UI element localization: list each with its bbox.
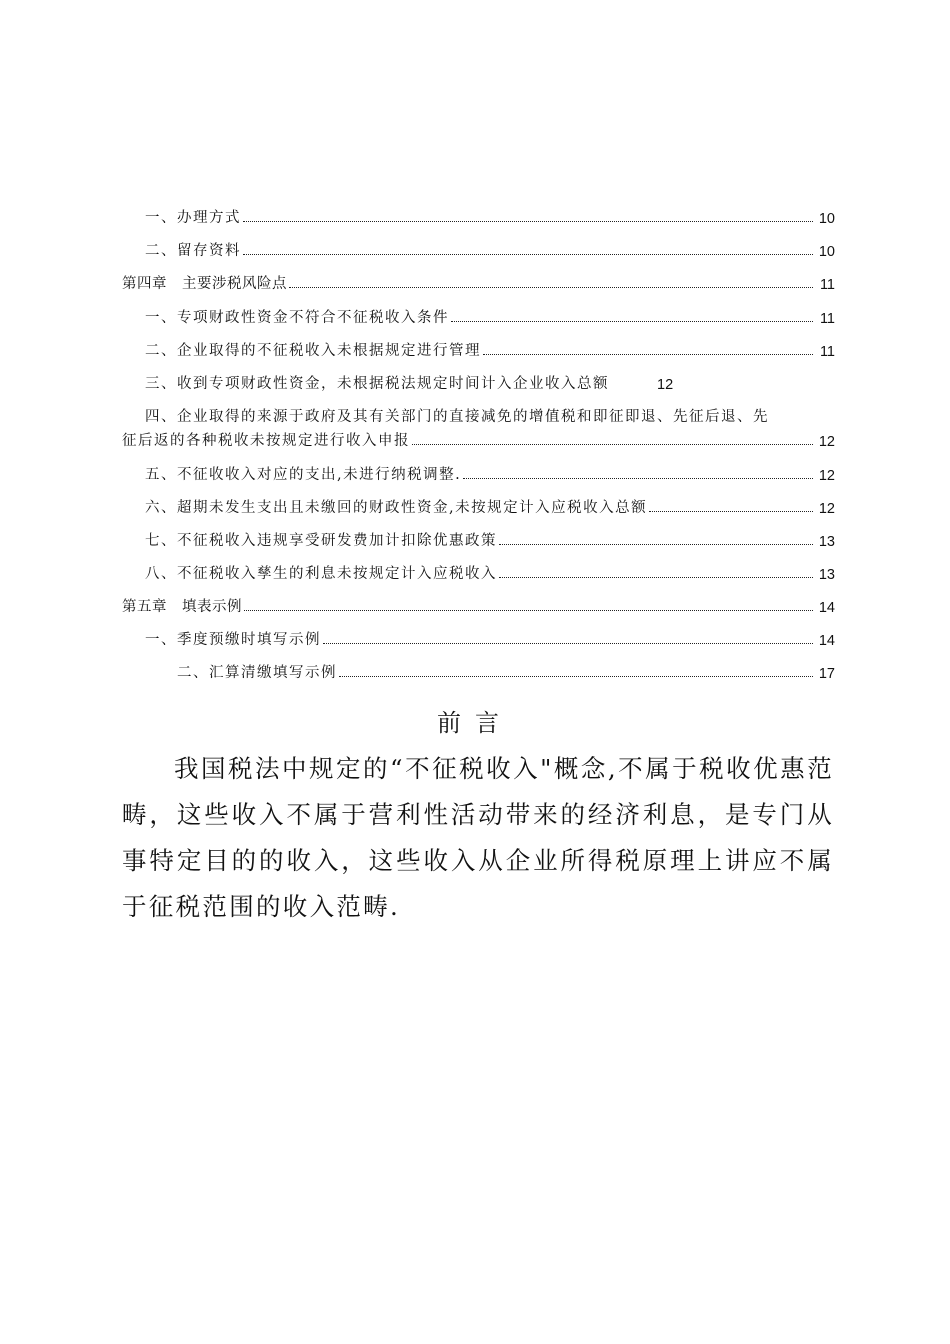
toc-entry[interactable] [145,625,835,649]
toc-entry[interactable] [145,369,673,393]
toc-entry-title-line1: 四、企业取得的来源于政府及其有关部门的直接减免的增值税和即征即退、先征后退、先 [145,409,769,425]
toc-entry-title: 一、专项财政性资金不符合不征税收入条件 [145,310,449,326]
toc-entry-title: 一、办理方式 [145,210,241,226]
toc-entry-title: 第五章 填表示例 [122,599,242,615]
toc-entry[interactable] [145,559,835,583]
toc-entry-page: 11 [819,344,835,360]
toc-entry[interactable] [145,236,835,260]
toc-entry-page: 12 [818,468,835,484]
toc-entry[interactable] [122,426,835,450]
toc-entry[interactable] [177,658,835,682]
toc-leader [412,444,813,445]
toc-chapter-entry[interactable] [122,592,835,616]
toc-entry-page: 14 [818,600,835,616]
toc-entry-title: 六、超期未发生支出且未缴回的财政性资金,未按规定计入应税收入总额 [145,500,648,516]
toc-entry-page: 17 [818,666,835,682]
toc-entry-page: 11 [819,277,835,293]
toc-leader [499,544,813,545]
toc-leader [499,577,813,578]
toc-entry-page: 10 [818,244,835,260]
preface-paragraph: 我国税法中规定的“不征税收入"概念,不属于税收优惠范畴，这些收入不属于营利性活动带来的经济利息，是专门从事特定目的的收入，这些收入从企业所得税原理上讲应不属于征税范围的收入范畴. [122,754,834,921]
toc-leader [289,287,813,288]
toc-entry-title: 二、汇算清缴填写示例 [177,665,337,681]
toc-leader [649,511,813,512]
toc-entry[interactable] [145,203,835,227]
toc-entry[interactable] [145,336,835,360]
toc-entry-page: 13 [818,567,835,583]
toc-entry[interactable] [145,460,835,484]
toc-chapter-entry[interactable] [122,269,835,293]
toc-entry-page: 11 [819,311,835,327]
toc-entry-page: 10 [818,211,835,227]
toc-leader [323,643,813,644]
toc-leader [483,354,813,355]
toc-entry-page: 12 [657,377,674,393]
toc-entry-title: 五、不征收收入对应的支出,未进行纳税调整. [145,467,462,483]
toc-leader [463,478,813,479]
toc-entry[interactable] [145,526,835,550]
toc-entry-title: 八、不征税收入孳生的利息未按规定计入应税收入 [145,566,497,582]
toc-entry-title: 二、企业取得的不征税收入未根据规定进行管理 [145,343,481,359]
toc-leader [243,254,813,255]
toc-entry-title: 一、季度预缴时填写示例 [145,632,321,648]
toc-leader [451,321,813,322]
toc-entry-title: 三、收到专项财政性资金，未根据税法规定时间计入企业收入总额 [145,376,609,392]
toc-entry-title: 征后返的各种税收未按规定进行收入申报 [122,433,410,449]
toc-entry-page: 13 [818,534,835,550]
toc-entry-page: 12 [818,501,835,517]
toc-entry[interactable] [145,303,835,327]
toc-entry-title: 第四章 主要涉税风险点 [122,276,287,292]
toc-leader [243,221,813,222]
toc-entry[interactable] [145,493,835,517]
toc-leader [244,610,813,611]
toc-entry-title: 二、留存资料 [145,243,241,259]
toc-entry-page: 14 [818,633,835,649]
toc-entry-title: 七、不征税收入违规享受研发费加计扣除优惠政策 [145,533,497,549]
preface-heading: 前言 [437,709,513,737]
toc-entry-page: 12 [818,434,835,450]
toc-leader [339,676,813,677]
